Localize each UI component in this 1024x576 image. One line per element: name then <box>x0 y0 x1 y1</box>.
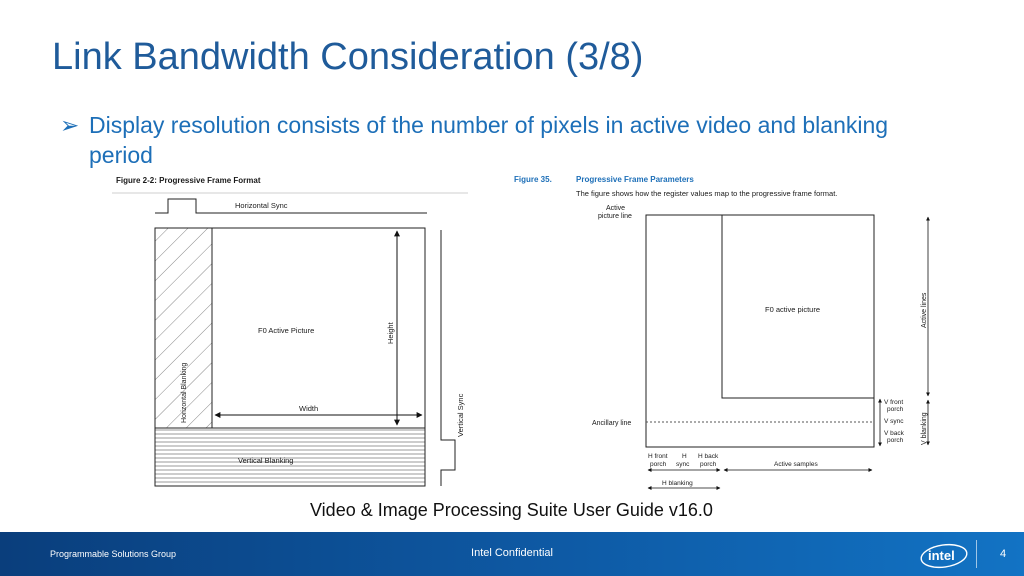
bullet-text: Display resolution consists of the number of pixels in active video and blanking period <box>89 112 889 168</box>
right-frame-outline <box>646 215 874 447</box>
active-samples-label: Active samples <box>774 461 818 468</box>
active-picture-line-label-2: picture line <box>598 213 632 220</box>
page-number: 4 <box>1000 548 1007 560</box>
horizontal-sync-label: Horizontal Sync <box>235 201 288 210</box>
v-back-porch-label-1: V back <box>884 430 904 437</box>
figure-source-caption: Video & Image Processing Suite User Guide v16.0 <box>310 500 713 520</box>
footer-bar <box>0 532 1024 576</box>
ancillary-line-label: Ancillary line <box>592 420 632 427</box>
bullet-arrow-icon: ➢ <box>60 112 80 138</box>
h-back-porch-label-2: porch <box>700 461 717 468</box>
active-lines-label: Active lines <box>921 292 928 328</box>
right-figure-description: The figure shows how the register values map to the progressive frame format. <box>576 189 838 198</box>
v-sync-label: V sync <box>884 418 904 425</box>
left-figure-title: Figure 2-2: Progressive Frame Format <box>116 176 261 185</box>
right-figure-number: Figure 35. <box>514 175 552 184</box>
intel-logo-text: intel <box>928 548 955 563</box>
h-sync-label-2: sync <box>676 461 690 468</box>
h-blanking-label: H blanking <box>662 480 693 487</box>
vertical-blanking-label: Vertical Blanking <box>238 456 294 465</box>
vertical-sync-label: Vertical Sync <box>456 393 465 437</box>
active-picture-line-label-1: Active <box>606 205 626 212</box>
intel-logo-icon <box>918 540 970 570</box>
horizontal-blanking-label: Horizontal Blanking <box>181 362 188 423</box>
v-front-porch-label-2: porch <box>887 406 904 413</box>
v-blanking-label: V blanking <box>921 412 928 445</box>
footer-group-name: Programmable Solutions Group <box>50 549 177 559</box>
h-front-porch-label-1: H front <box>648 453 668 460</box>
v-front-porch-label-1: V front <box>884 399 904 406</box>
width-label: Width <box>299 404 319 413</box>
slide-title: Link Bandwidth Consideration (3/8) <box>52 36 644 78</box>
f0-active-picture-label: F0 active picture <box>765 305 821 314</box>
logo-divider <box>976 540 977 568</box>
height-label: Height <box>386 322 395 344</box>
v-back-porch-label-2: porch <box>887 437 904 444</box>
right-figure-title: Progressive Frame Parameters <box>576 175 694 184</box>
f0-active-picture-label: F0 Active Picture <box>258 326 315 335</box>
h-back-porch-label-1: H back <box>698 453 719 460</box>
h-sync-label-1: H <box>682 453 687 460</box>
h-front-porch-label-2: porch <box>650 461 667 468</box>
footer-confidential: Intel Confidential <box>471 547 553 559</box>
